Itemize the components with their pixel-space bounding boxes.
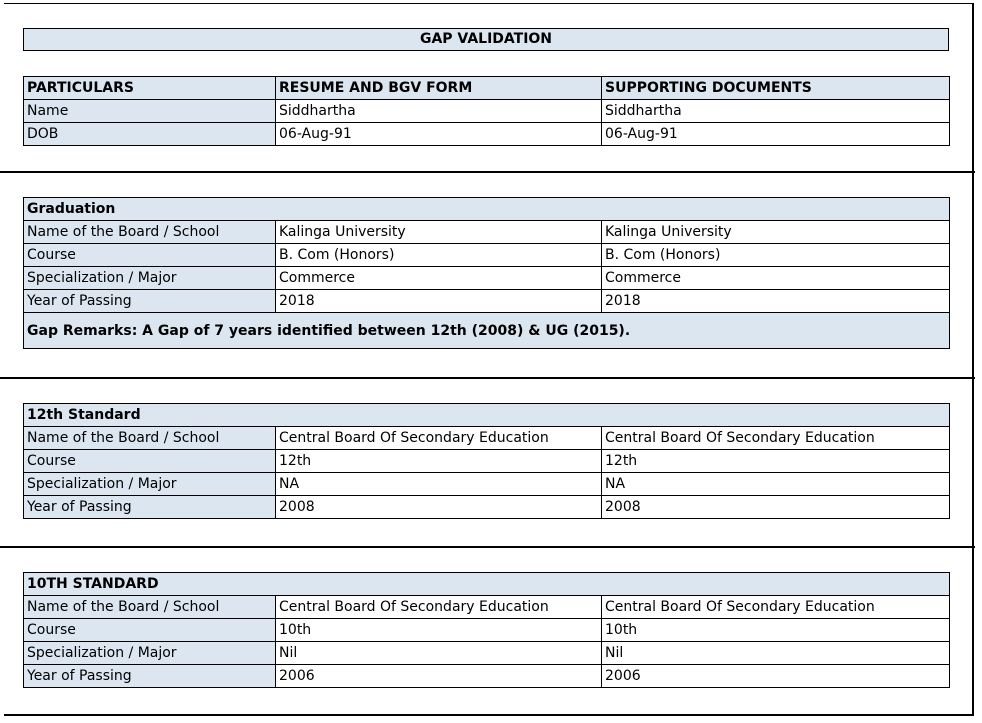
table-row [24,267,950,290]
document-value: B. Com (Honors) [602,244,950,267]
section-heading: 12th Standard [24,404,950,427]
document-value: 10th [602,619,950,642]
table-header-row [24,77,950,100]
row-label: Name of the Board / School [24,596,276,619]
table-row [24,642,950,665]
section-header-row [24,198,950,221]
column-header-supporting-docs: SUPPORTING DOCUMENTS [602,77,950,100]
resume-value: Commerce [276,267,602,290]
resume-value: 10th [276,619,602,642]
resume-value: 2018 [276,290,602,313]
section-divider [0,546,975,548]
document-value: Central Board Of Secondary Education [602,596,950,619]
tenth-standard-table [23,572,950,688]
resume-value: 2008 [276,496,602,519]
table-row [24,427,950,450]
table-row [24,596,950,619]
page-title: GAP VALIDATION [23,28,949,51]
table-row [24,100,950,123]
row-label: DOB [24,123,276,146]
resume-value: Central Board Of Secondary Education [276,427,602,450]
table-row [24,244,950,267]
row-label: Name of the Board / School [24,221,276,244]
resume-value: 2006 [276,665,602,688]
gap-remarks-row [24,313,950,349]
resume-value: Nil [276,642,602,665]
row-label: Course [24,619,276,642]
resume-value: NA [276,473,602,496]
resume-value: Central Board Of Secondary Education [276,596,602,619]
table-row [24,473,950,496]
graduation-table [23,197,950,349]
document-value: NA [602,473,950,496]
document-value: Commerce [602,267,950,290]
table-row [24,665,950,688]
row-label: Course [24,450,276,473]
row-label: Name of the Board / School [24,427,276,450]
row-label: Specialization / Major [24,473,276,496]
row-label: Specialization / Major [24,267,276,290]
document-value: 12th [602,450,950,473]
document-value: 2008 [602,496,950,519]
document-value: Nil [602,642,950,665]
section-header-row [24,404,950,427]
twelfth-standard-table [23,403,950,519]
section-divider [0,377,975,379]
resume-value: 06-Aug-91 [276,123,602,146]
document-value: 06-Aug-91 [602,123,950,146]
document-value: 2006 [602,665,950,688]
table-row [24,496,950,519]
table-row [24,221,950,244]
row-label: Year of Passing [24,496,276,519]
column-header-resume: RESUME AND BGV FORM [276,77,602,100]
section-header-row [24,573,950,596]
document-value: Kalinga University [602,221,950,244]
resume-value: B. Com (Honors) [276,244,602,267]
resume-value: 12th [276,450,602,473]
row-label: Course [24,244,276,267]
table-row [24,450,950,473]
resume-value: Siddhartha [276,100,602,123]
table-row [24,619,950,642]
column-header-particulars: PARTICULARS [24,77,276,100]
table-row [24,123,950,146]
gap-remarks: Gap Remarks: A Gap of 7 years identified between 12th (2008) & UG (2015). [24,313,950,349]
row-label: Year of Passing [24,290,276,313]
section-heading: Graduation [24,198,950,221]
section-divider [0,171,975,173]
document-value: Siddhartha [602,100,950,123]
document-value: 2018 [602,290,950,313]
document-value: Central Board Of Secondary Education [602,427,950,450]
table-row [24,290,950,313]
row-label: Year of Passing [24,665,276,688]
section-heading: 10TH STANDARD [24,573,950,596]
personal-details-table [23,76,950,146]
resume-value: Kalinga University [276,221,602,244]
row-label: Name [24,100,276,123]
row-label: Specialization / Major [24,642,276,665]
